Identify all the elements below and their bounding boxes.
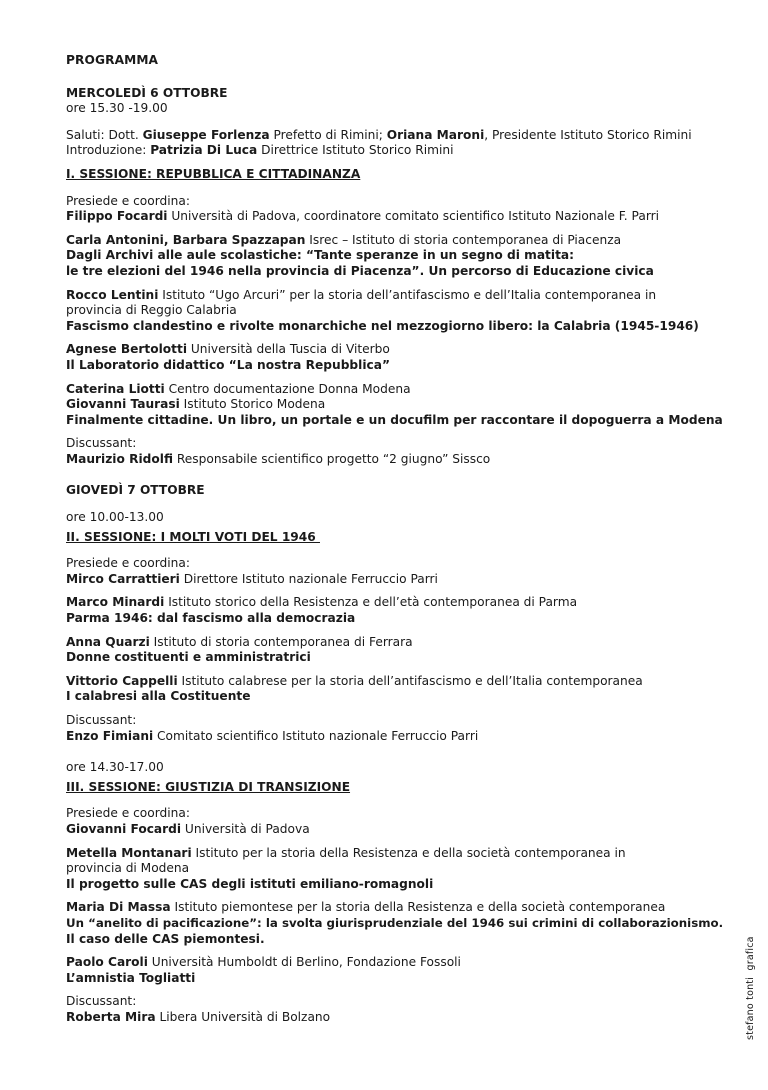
speaker-name: Rocco Lentini — [66, 287, 159, 302]
chair-block: Presiede e coordina: Giovanni Focardi Università di Padova — [66, 806, 310, 836]
talk-title: Finalmente cittadine. Un libro, un portale e un docufilm per raccontare il dopoguerra a Modena — [66, 412, 723, 427]
talk-title: Parma 1946: dal fascismo alla democrazia — [66, 611, 356, 626]
discussant-block: Discussant: Maurizio Ridolfi Responsabile scientifico progetto “2 giugno” Sissco — [66, 436, 491, 466]
discussant-block: Discussant: Roberta Mira Libera Università di Bolzano — [66, 994, 331, 1024]
talk-item: Metella Montanari Istituto per la storia della Resistenza e della società contemporanea in provincia di Modena Il progetto sulle CAS degli istituti emiliano-romagnoli — [66, 846, 706, 893]
time-slot: ore 15.30 -19.00 — [66, 101, 168, 116]
talk-item: Vittorio Cappelli Istituto calabrese per la storia dell’antifascismo e dell’Italia contemporanea I calabresi alla Costituente — [66, 674, 706, 705]
speaker-name: Maria Di Massa — [66, 900, 171, 915]
talk-title: Il Laboratorio didattico “La nostra Repubblica” — [66, 357, 390, 372]
session-title: II. SESSIONE: I MOLTI VOTI DEL 1946 — [66, 529, 320, 544]
chair-block: Presiede e coordina: Mirco Carrattieri Direttore Istituto nazionale Ferruccio Parri — [66, 556, 438, 586]
speaker-name: Maurizio Ridolfi — [66, 451, 173, 466]
programme-document — [66, 53, 724, 1026]
talk-item: Rocco Lentini Istituto “Ugo Arcuri” per la storia dell’antifascismo e dell’Italia contemporanea in provincia di Reggio Calabria Fascismo clandestino e rivolte monarchiche nel mezzogiorno libero: la Calabria (1945-1946) — [66, 288, 706, 335]
discussant-block: Discussant: Enzo Fimiani Comitato scientifico Istituto nazionale Ferruccio Parri — [66, 713, 479, 743]
day-heading: GIOVEDÌ 7 OTTOBRE — [66, 483, 205, 498]
speaker-name: Agnese Bertolotti — [66, 342, 188, 357]
talk-title: Un “anelito di pacificazione”: la svolta giurisprudenziale del 1946 sui crimini di collaborazionismo. — [66, 915, 724, 930]
speaker-name: Roberta Mira — [66, 1009, 156, 1024]
speaker-name: Caterina Liotti — [66, 381, 165, 396]
session-title: I. SESSIONE: REPUBBLICA E CITTADINANZA — [66, 166, 361, 181]
talk-title: Fascismo clandestino e rivolte monarchiche nel mezzogiorno libero: la Calabria (1945-1946) — [66, 318, 699, 333]
speaker-name: Giuseppe Forlenza — [142, 127, 270, 142]
talk-item: Agnese Bertolotti Università della Tuscia di Viterbo Il Laboratorio didattico “La nostra Repubblica” — [66, 342, 706, 373]
speaker-name: Patrizia Di Luca — [150, 143, 258, 158]
talk-item: Paolo Caroli Università Humboldt di Berlino, Fondazione Fossoli L’amnistia Togliatti — [66, 955, 706, 986]
talk-item: Maria Di Massa Istituto piemontese per la storia della Resistenza e della società contemporanea Un “anelito di pacificazione”: la svolta giurisprudenziale del 1946 sui crimini di collaborazionismo. Il caso delle CAS piemontesi. — [66, 900, 724, 946]
session-title: III. SESSIONE: GIUSTIZIA DI TRANSIZIONE — [66, 779, 351, 794]
talk-title: L’amnistia Togliatti — [66, 970, 196, 985]
talk-title: Il progetto sulle CAS degli istituti emiliano-romagnoli — [66, 876, 434, 891]
speaker-name: Paolo Caroli — [66, 955, 148, 970]
talk-title: I calabresi alla Costituente — [66, 689, 251, 704]
speaker-name: Metella Montanari — [66, 845, 192, 860]
speaker-name: Giovanni Focardi — [66, 821, 182, 836]
greetings: Saluti: Dott. Giuseppe Forlenza Prefetto di Rimini; Oriana Maroni, Presidente Istituto Storico Rimini Introduzione: Patrizia Di Luca Direttrice Istituto Storico Rimini — [66, 127, 692, 158]
talk-title: Il caso delle CAS piemontesi. — [66, 931, 265, 946]
page-title: PROGRAMMA — [66, 53, 159, 67]
talk-item: Marco Minardi Istituto storico della Resistenza e dell’età contemporanea di Parma Parma 1946: dal fascismo alla democrazia — [66, 595, 706, 626]
talk-title: Donne costituenti e amministratrici — [66, 650, 311, 665]
talk-item: Anna Quarzi Istituto di storia contemporanea di Ferrara Donne costituenti e amministratrici — [66, 635, 706, 666]
speaker-name: Oriana Maroni — [386, 127, 485, 142]
speaker-name: Marco Minardi — [66, 595, 165, 610]
time-slot: ore 10.00-13.00 — [66, 510, 164, 525]
speaker-name: Carla Antonini, Barbara Spazzapan — [66, 232, 306, 247]
speaker-name: Mirco Carrattieri — [66, 571, 180, 586]
speaker-name: Enzo Fimiani — [66, 728, 154, 743]
talk-title: le tre elezioni del 1946 nella provincia di Piacenza”. Un percorso di Educazione civica — [66, 263, 654, 278]
talk-title: Dagli Archivi alle aule scolastiche: “Tante speranze in un segno di matita: — [66, 248, 574, 263]
speaker-name: Giovanni Taurasi — [66, 397, 180, 412]
chair-block: Presiede e coordina: Filippo Focardi Università di Padova, coordinatore comitato scientifico Istituto Nazionale F. Parri — [66, 193, 660, 224]
designer-credit: stefano tonti grafica — [745, 936, 756, 1040]
time-slot: ore 14.30-17.00 — [66, 760, 164, 775]
speaker-name: Filippo Focardi — [66, 209, 168, 224]
speaker-name: Vittorio Cappelli — [66, 673, 178, 688]
speaker-name: Anna Quarzi — [66, 634, 150, 649]
day-heading: MERCOLEDÌ 6 OTTOBRE — [66, 85, 228, 100]
talk-item: Caterina Liotti Centro documentazione Donna Modena Giovanni Taurasi Istituto Storico Modena Finalmente cittadine. Un libro, un portale e un docufilm per raccontare il dopoguerra a Modena — [66, 381, 723, 427]
talk-item: Carla Antonini, Barbara Spazzapan Isrec – Istituto di storia contemporanea di Piacenza Dagli Archivi alle aule scolastiche: “Tante speranze in un segno di matita: le tre elezioni del 1946 nella provincia di Piacenza”. Un percorso di Educazione civica — [66, 233, 706, 280]
